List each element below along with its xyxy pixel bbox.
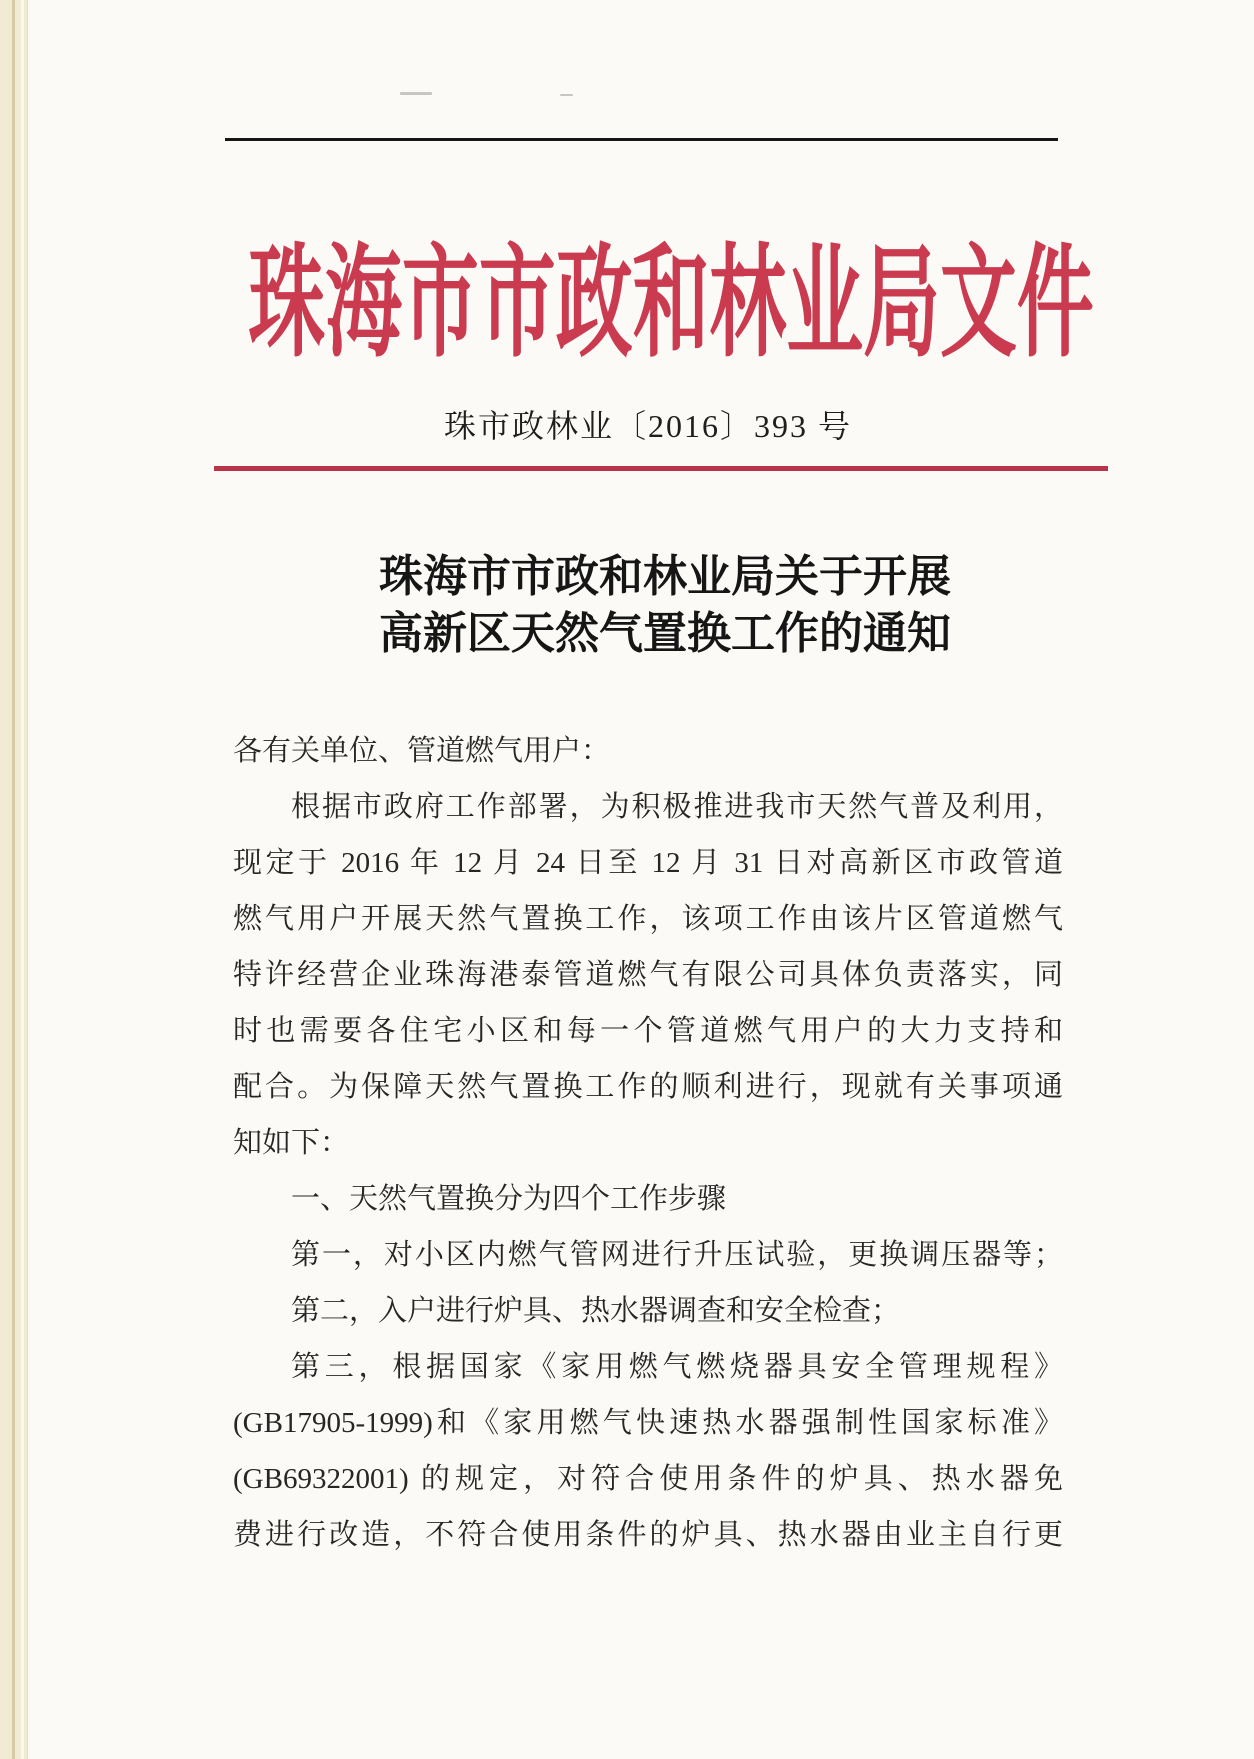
body-line: 各有关单位、管道燃气用户： [233,735,611,767]
body-line: 第三，根据国家《家用燃气燃烧器具安全管理规程》 [291,1351,1063,1383]
body-text [233,723,1063,1563]
subject-title-line-2: 高新区天然气置换工作的通知 [379,609,951,658]
red-separator-rule [214,466,1108,471]
body-line: 知如下： [233,1127,350,1159]
body-line: (GB69322001) 的规定，对符合使用条件的炉具、热水器免 [233,1463,1063,1495]
body-line: 特许经营企业珠海港泰管道燃气有限公司具体负责落实，同 [233,959,1063,991]
body-line: 第一，对小区内燃气管网进行升压试验，更换调压器等； [291,1239,1063,1271]
body-line: 时也需要各住宅小区和每一个管道燃气用户的大力支持和 [233,1015,1063,1047]
body-line: 费进行改造，不符合使用条件的炉具、热水器由业主自行更 [233,1519,1063,1551]
body-line: 现定于 2016 年 12 月 24 日至 12 月 31 日对高新区市政管道 [233,847,1063,879]
top-black-rule [225,138,1058,141]
body-line: 燃气用户开展天然气置换工作，该项工作由该片区管道燃气 [233,903,1063,935]
masthead-title [0,237,1254,374]
masthead-title-text: 珠海市市政和林业局文件 [248,237,1094,372]
body-line: 第二，入户进行炉具、热水器调查和安全检查； [291,1295,901,1327]
scan-noise-speck [400,92,432,95]
body-line: (GB17905-1999)和《家用燃气快速热水器强制性国家标准》 [233,1407,1063,1439]
body-line: 一、天然气置换分为四个工作步骤 [291,1183,727,1215]
subject-title [250,548,1080,662]
body-line: 根据市政府工作部署，为积极推进我市天然气普及利用， [291,791,1063,823]
subject-title-line-1: 珠海市市政和林业局关于开展 [379,552,951,601]
document-number: 珠市政林业〔2016〕393 号 [443,408,852,444]
body-line: 配合。为保障天然气置换工作的顺利进行，现就有关事项通 [233,1071,1063,1103]
scan-noise-speck [560,94,573,96]
